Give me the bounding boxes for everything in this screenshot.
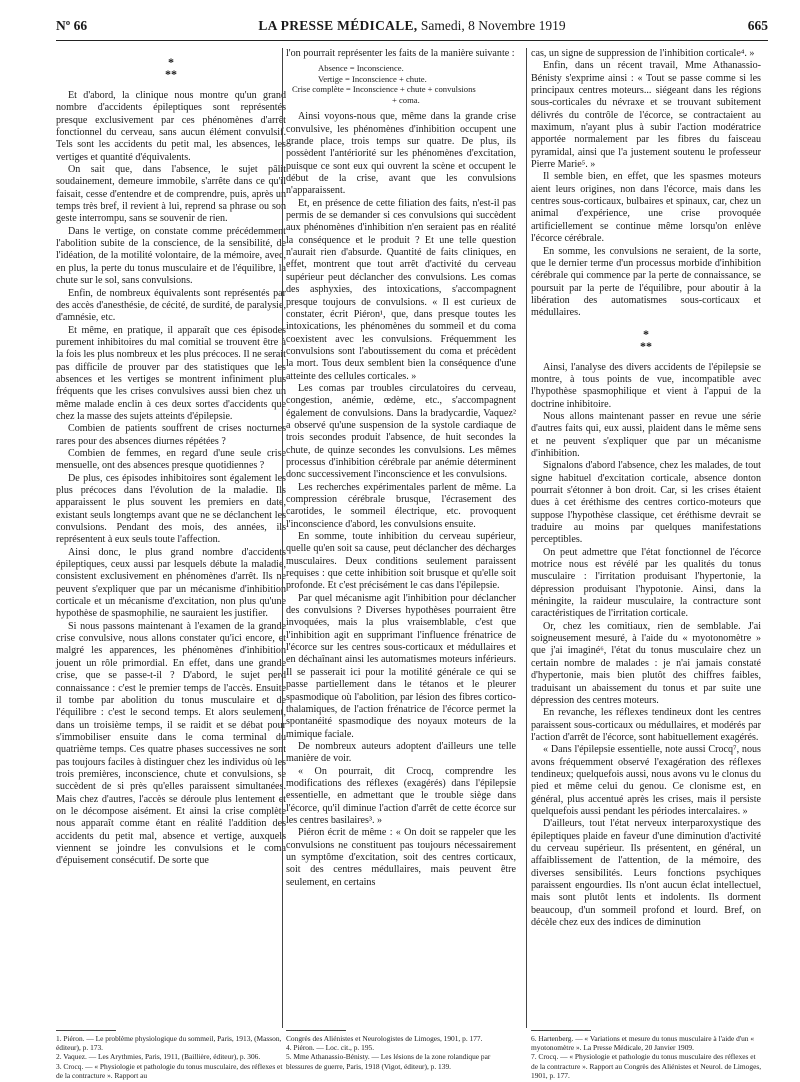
- paragraph: Il semble bien, en effet, que les spasmes moteurs aient leurs origines, non dans l'écorce, mais dans les centres sous-corticaux, bulbaires et spinaux, car, chez un animal d'expérience, une crise provoquée artificiellement se continue même lorsqu'on enlève l'écorce cérébrale.: [531, 171, 761, 245]
- paragraph: Et, en présence de cette filiation des faits, n'est-il pas permis de se demander si ces convulsions qui succèdent aux phénomènes d'inhibition n'en seraient pas en réalité la conséquence et le produit ? Et une telle question n'aurait rien d'absurde. Quantité de faits cliniques, en effet, montrent que tout arrêt d'activité du cerveau supérieur peut déclancher des convulsions. Les comas des asphyxies, des intoxications, s'accompagnent presque toujours de convulsions. « Il est curieux de constater, écrit Piéron¹, que, dans presque toutes les intoxications, les phénomènes du sommeil et du coma coexistent avec les convulsions. Fréquemment les convulsions sont l'aboutissement du coma et précèdent la mort. Tous deux semblent bien la conséquence d'une atteinte des cellules corticales. »: [286, 197, 516, 382]
- paragraph: Et d'abord, la clinique nous montre qu'un grand nombre d'accidents épileptiques sont représentés presque exclusivement par ces phénomènes d'arrêt fonctionnel du cerveau, sans aucun élément convulsif. Tels sont les accidents du petit mal, les absences, les vertiges et quantité d'équivalents.: [56, 90, 286, 163]
- journal-title: [56, 18, 768, 34]
- footnote-rule: [531, 1030, 591, 1031]
- footnote: 7. Crocq. — « Physiologie et pathologie du tonus musculaire des réflexes et de la contracture ». Rapport au Congrès des Aliénistes et Neurol. de Limoges, 1901, p. 177.: [531, 1052, 762, 1080]
- footnote: 2. Vaquez. — Les Arythmies, Paris, 1911, (Baillière, éditeur), p. 306.: [56, 1052, 261, 1062]
- paragraph: De plus, ces épisodes inhibitoires sont également les plus précoces dans l'évolution de la maladie. Ils apparaissent le plus souvent les premiers en date, existant seuls longtemps avant que ne se déclanchent les convulsions. Pendant des mois, des années, ils représentent à eux seuls toute l'affection.: [56, 472, 286, 546]
- paragraph: Enfin, dans un récent travail, Mme Athanassio-Bénisty s'exprime ainsi : « Tout se passe comme si les principaux centres moteurs... siégeant dans les régions sous-corticales du névraxe et se trouvant subitement délivrés du contrôle de l'écorce, se contractaient au maximum, n'ayant plus à subir l'action modératrice apportée normalement par les fibres du faisceau pyramidal, ainsi que l'a justement soutenu le professeur Pierre Marie⁵. »: [531, 60, 761, 171]
- column-divider: [526, 48, 527, 1028]
- paragraph: Ainsi voyons-nous que, même dans la grande crise convulsive, les phénomènes d'inhibition occupent une grande place, trois temps sur quatre. De plus, ils possèdent l'antériorité sur les phénomènes d'excitation, puisque ce sont eux qui ouvrent la scène et occupent le début de la crise, avant que les convulsions n'apparaissent.: [286, 111, 516, 197]
- footnote: 3. Crocq. — « Physiologie et pathologie du tonus musculaire, des réflexes et de la contracture ». Rapport au: [56, 1061, 283, 1080]
- formula-line: Absence = Inconscience.: [318, 63, 404, 74]
- column-1: [56, 48, 286, 868]
- formula-line: Vertige = Inconscience + chute.: [318, 73, 427, 84]
- paragraph: Ainsi donc, le plus grand nombre d'accidents épileptiques, ceux aussi par lesquels débute la maladie, consistent exclusivement en phénomènes d'arrêt. Ils ne peuvent s'expliquer que par un mécanisme d'inhibition corticale et un mécanisme d'excitation, non plus qu'une hypothèse de spasmophilie, ne sauraient les justifier.: [56, 546, 286, 620]
- formula-line: Crise complète = Inconscience + chute + convulsions: [292, 84, 476, 95]
- section-separator: * **: [640, 326, 652, 353]
- paragraph: Dans le vertige, on constate comme précédemment l'abolition subite de la conscience, de la sensibilité, de l'idéation, de la motilité volontaire, de la mémoire, avec, en plus, la perte du tonus musculaire et de l'équilibre, la chute sur le sol, sans convulsions.: [56, 225, 286, 287]
- paragraph: De nombreux auteurs adoptent d'ailleurs une telle manière de voir.: [286, 740, 516, 765]
- paragraph: Combien de femmes, en regard d'une seule crise mensuelle, ont des absences presque quotidiennes ?: [56, 447, 286, 472]
- paragraph: Combien de patients souffrent de crises nocturnes rares pour des absences diurnes répétées ?: [56, 423, 286, 447]
- section-separator: * **: [165, 55, 177, 81]
- header-rule: [56, 40, 768, 41]
- paragraph: En somme, toute inhibition du cerveau supérieur, quelle qu'en soit sa cause, peut déclancher des décharges musculaires. Deux conditions seulement paraissent requises : que cette inhibition soit brusque et qu'elle soit profonde. Et c'est précisément le cas dans l'épilepsie.: [286, 531, 516, 592]
- page-header: [56, 18, 768, 40]
- paragraph: l'on pourrait représenter les faits de la manière suivante :: [286, 48, 515, 59]
- footnotes-column-2: [286, 1030, 518, 1071]
- paragraph: On sait que, dans l'absence, le sujet pâlit soudainement, demeure immobile, s'arrête dans ce qu'il faisait, cesse d'entendre et de comprendre, puis, après un temps très bref, il revient à lui, reprend sa phrase ou son geste interrompu, sans se souvenir de rien.: [56, 164, 286, 225]
- paragraph: Les comas par troubles circulatoires du cerveau, congestion, anémie, œdème, etc., s'accompagnent également de convulsions. Dans la bradycardie, Vaquez² a observé qu'une suspension de la systole cardiaque de trois secondes produit l'absence, de huit secondes la chute, de quinze secondes les convulsions. Les mêmes processus d'inhibition cérébrale par anémie déterminent donc successivement l'inconscience et les convulsions.: [286, 382, 516, 481]
- paragraph: On peut admettre que l'état fonctionnel de l'écorce motrice nous est révélé par les qualités du tonus musculaire : l'irritation produisant l'hypertonie, la dépression produisant l'hypotonie. Ainsi, dans la méningite, la raideur musculaire, la contracture sont caractéristiques de l'irritation corticale.: [531, 546, 761, 620]
- journal-name: LA PRESSE MÉDICALE,: [258, 18, 418, 33]
- footnote: 1. Piéron. — Le problème physiologique du sommeil, Paris, 1913, (Masson, éditeur), p. 173.: [56, 1034, 282, 1053]
- paragraph: En somme, les convulsions ne seraient, de la sorte, que le dernier terme d'un processus morbide d'inhibition cérébrale qui commence par la perte de connaissance, se poursuit par la perte de l'équilibre, pour aboutir à la libération des automatismes sous-corticaux et médullaires.: [531, 245, 761, 319]
- paragraph: cas, un signe de suppression de l'inhibition corticale⁴. »: [531, 48, 755, 59]
- paragraph: Nous allons maintenant passer en revue une série d'autres faits qui, eux aussi, plaident dans le même sens et ne peuvent s'expliquer que par un mécanisme d'inhibition.: [531, 410, 761, 459]
- footnote: 6. Hartenberg. — « Variations et mesure du tonus musculaire à l'aide d'un « myotonomètre ». La Presse Médicale, 20 Janvier 1909.: [531, 1034, 755, 1053]
- column-3: [531, 48, 761, 929]
- paragraph: En revanche, les réflexes tendineux dont les centres paraissent sous-corticaux ou médullaires, et modérés par l'action d'arrêt de l'écorce, sont habituellement exagérés.: [531, 707, 761, 743]
- paragraph: Ainsi, l'analyse des divers accidents de l'épilepsie se montre, à tous points de vue, incompatible avec l'hypothèse spasmophilique et vient à l'appui de la doctrine inhibitoire.: [531, 361, 761, 410]
- paragraph: Par quel mécanisme agit l'inhibition pour déclancher des convulsions ? Diverses hypothèses pourraient être invoquées, mais la plus vraisemblable, c'est que l'inhibition agit en supprimant l'influence frénatrice de l'écorce sur les centres sous-corticaux et médullaires et en déchaînant ainsi les automatismes moteurs inférieurs. Il se passerait ici pour la motilité générale ce qui se passe partiellement dans le tétanos et le pleurer spasmodique où l'abolition, par lésion des fibres cortico-thalamiques, de l'action frénatrice de l'écorce permet la spontanéité spasmodique des noyaux moteurs de la mimique faciale.: [286, 592, 516, 740]
- paragraph: Or, chez les comitiaux, rien de semblable. J'ai soigneusement mesuré, à l'aide du « myotonomètre » que j'ai imaginé⁶, l'état du tonus musculaire chez un certain nombre de malades : je n'ai jamais constaté d'hypertonie, mais bien plutôt des chiffres faibles, traduisant un abaissement du tonus et par suite une dépression des centres moteurs.: [531, 620, 761, 706]
- footnotes-column-3: [531, 1030, 763, 1080]
- formula-line: + coma.: [392, 94, 420, 105]
- footnote-rule: [56, 1030, 116, 1031]
- paragraph: Et même, en pratique, il apparaît que ces épisodes purement inhibitoires du mal comitial se trouvent être à la fois les plus nombreux et les plus précoces. Il ne serait pas difficile de prouver par des statistiques que les absences et les vertiges se montrent infiniment plus fréquents que les crises convulsives aussi bien chez un même malade enclin à ces deux sortes d'accidents que chez la masse des sujets atteints d'épilepsie.: [56, 324, 286, 422]
- paragraph: Signalons d'abord l'absence, chez les malades, de tout signe habituel d'excitation corticale, absence donton pourrait s'étonner à bon droit. Car, si les crises étaient dues à cet éréthisme des centres cortico-moteurs que suppose l'hypothèse classique, cet éréthisme devrait se traduire au moins par quelques manifestations perceptibles.: [531, 460, 761, 546]
- formula-block: [292, 63, 516, 105]
- paragraph: Si nous passons maintenant à l'examen de la grande crise convulsive, nous allons constater qu'ici encore, et malgré les apparences, les phénomènes d'inhibition jouent un rôle primordial. En effet, dans une grande crise, que se passe-t-il ? D'abord, le sujet perd connaissance : c'est le premier temps de l'accès. Ensuite il tombe par abolition du tonus musculaire et de l'équilibre : c'est le second temps. Et alors seulement, dans un troisième temps, il se raidit et se débat pour s'immobiliser ensuite dans le coma terminal du quatrième temps. Ces quatre phases successives ne sont pas toujours faciles à distinguer chez les individus où les trois premières, inconscience, chute et convulsions, se succèdent de si près qu'elles paraissent simultanées. Mais chez d'autres, l'accès se déroule plus lentement et on le décompose aisément. Et ainsi la crise complète nous apparaît comme étant en réalité l'addition des accidents du petit mal, absence et vertige, auxquels viennent se joindre les convulsions et le coma d'épuisement consécutif. De sorte que: [56, 620, 286, 867]
- footnote: 4. Piéron. — Loc. cit., p. 195.: [286, 1043, 375, 1053]
- column-2: [286, 48, 516, 889]
- paragraph: Piéron écrit de même : « On doit se rappeler que les convulsions ne constituent pas toujours nécessairement un symptôme d'excitation, soit des centres corticaux, soit des centres médullaires, mais peuvent être seulement, en certains: [286, 827, 516, 888]
- paragraph: D'ailleurs, tout l'état nerveux interparoxystique des épileptiques plaide en faveur d'une diminution d'activité du cerveau supérieur. Ils présentent, en général, un affaiblissement de l'attention, de la mémoire, des diverses sensibilités. Leurs fonctions psychiques paraissent engourdies. Ils n'ont aucun éclat intellectuel, mais sont plutôt lents et indolents. Ils dorment beaucoup, d'un sommeil profond et lourd. Bref, on décèle chez eux des indices de diminution: [531, 818, 761, 929]
- paragraph: « Dans l'épilepsie essentielle, note aussi Crocq⁷, nous avons fréquemment observé l'exagération des réflexes tendineux; quelquefois aussi, nous avons vu le clonus du pied et même celui du genou. Ce clonisme est, en général, plus accentué après les crises, mais il persiste quelquefois aussi pendant les périodes intercalaires. »: [531, 744, 761, 817]
- paragraph: Enfin, de nombreux équivalents sont représentés par des accès d'anesthésie, de cécité, de surdité, de paralysie, d'amnésie, etc.: [56, 287, 286, 324]
- column-divider: [282, 48, 283, 1028]
- footnote: Congrès des Aliénistes et Neurologistes de Limoges, 1901, p. 177.: [286, 1034, 483, 1043]
- issue-number: Nº 66: [56, 18, 88, 33]
- footnote: 5. Mme Athanassio-Bénisty. — Les lésions de la zone rolandique par blessures de guerre, Paris, 1918 (Vigot, éditeur), p. 139.: [286, 1052, 491, 1071]
- issue-date: Samedi, 8 Novembre 1919: [420, 18, 566, 33]
- footnotes-column-1: [56, 1030, 288, 1080]
- paragraph: Les recherches expérimentales parlent de même. La compression cérébrale brusque, l'écrasement des carotides, le sommeil électrique, etc. provoquent l'inconscience d'abord, les convulsions ensuite.: [286, 481, 516, 530]
- footnote-rule: [286, 1030, 346, 1031]
- paragraph: « On pourrait, dit Crocq, comprendre les modifications des réflexes (exagérés) dans l'épilepsie essentielle, en admettant que le trouble siège dans l'écorce, qu'il diminue l'action d'arrêt de cette écorce sur les centres basilaires³. »: [286, 765, 516, 826]
- page-number: 665: [747, 18, 768, 33]
